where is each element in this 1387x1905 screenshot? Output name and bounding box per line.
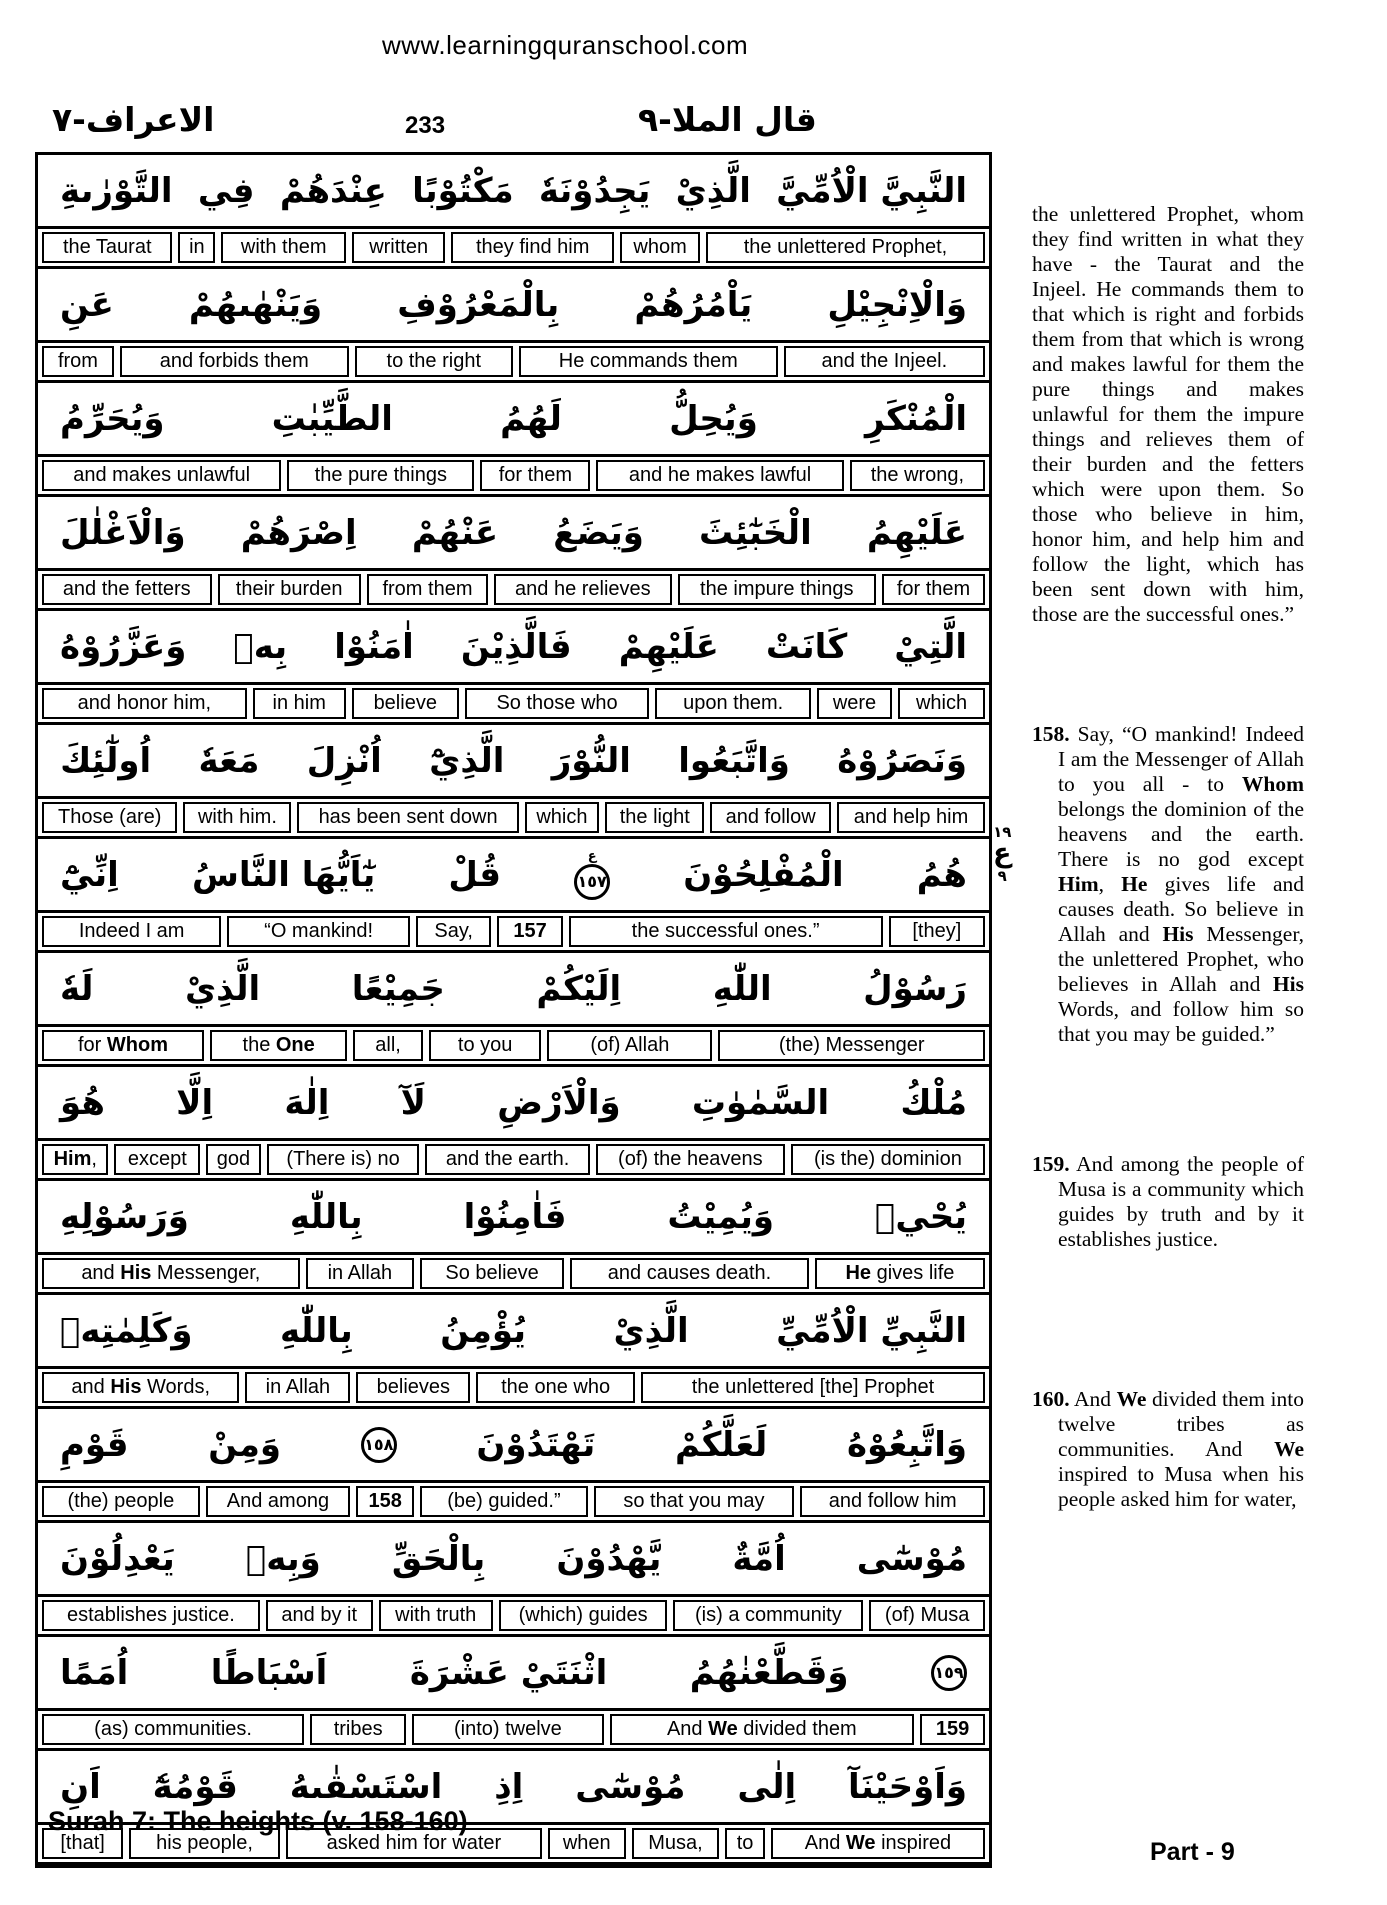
word-meaning-box: And We divided them xyxy=(610,1714,914,1745)
main-content xyxy=(35,152,1304,1868)
arabic-word: قُلْ xyxy=(448,854,502,895)
arabic-word: عَنْهُمْ xyxy=(411,512,499,553)
word-meaning-row xyxy=(38,454,989,497)
arabic-word: اِلَّا xyxy=(176,1082,214,1123)
ruku-number-bottom: ٩ xyxy=(997,867,1007,885)
arabic-word: وَنَصَرُوْهُ xyxy=(837,740,967,781)
word-meaning-box: Say, xyxy=(416,916,492,947)
arabic-word: الَّذِيْٓ xyxy=(429,740,505,781)
word-meaning-box: 157 xyxy=(497,916,562,947)
word-by-word-table xyxy=(35,152,992,1868)
arabic-word: اَنِ xyxy=(60,1766,101,1807)
word-meaning-box: their burden xyxy=(218,574,361,605)
word-meaning-box: [that] xyxy=(42,1828,123,1859)
word-meaning-row xyxy=(38,1252,989,1295)
arabic-word: فَاٰمِنُوْا xyxy=(463,1196,567,1237)
translation-paragraph-v159: 159. And among the people of Musa is a community which guides by truth and by it establishes justice. xyxy=(1032,1152,1304,1251)
verse-end-marker: ١٥٨ xyxy=(361,1427,397,1463)
arabic-word: بِالْمَعْرُوْفِ xyxy=(397,284,560,325)
arabic-word: النُّوْرَ xyxy=(551,740,631,781)
arabic-word: وَرَسُوْلِهِ xyxy=(60,1196,189,1237)
arabic-word: وَعَزَّرُوْهُ xyxy=(60,626,187,667)
surah-name-arabic: الاعراف-٧ xyxy=(52,100,215,139)
arabic-word: وَقَطَّعْنٰهُمُ xyxy=(689,1652,849,1693)
word-meaning-box: for them xyxy=(480,460,590,491)
word-meaning-box: believes xyxy=(356,1372,470,1403)
word-meaning-row xyxy=(38,340,989,383)
word-meaning-row xyxy=(38,1480,989,1523)
arabic-verse-row xyxy=(38,725,989,796)
arabic-word: لَعَلَّكُمْ xyxy=(675,1424,768,1465)
arabic-word: هُمُ xyxy=(916,854,967,895)
arabic-verse-row xyxy=(38,269,989,340)
arabic-word: السَّمٰوٰتِ xyxy=(691,1082,830,1123)
arabic-word: يٰٓاَيُّهَا النَّاسُ xyxy=(191,854,376,895)
word-meaning-box: and the fetters xyxy=(42,574,212,605)
arabic-verse-row xyxy=(38,1067,989,1138)
word-meaning-row xyxy=(38,1138,989,1181)
arabic-word: مُوْسٰٓى xyxy=(575,1766,686,1807)
arabic-word: اثْنَتَيْ عَشْرَةَ xyxy=(409,1652,608,1693)
arabic-word: وَالْاَغْلٰلَ xyxy=(60,512,186,553)
word-meaning-row xyxy=(38,1366,989,1409)
word-meaning-box: and he makes lawful xyxy=(596,460,843,491)
word-meaning-box: to the right xyxy=(355,346,513,377)
word-meaning-box: except xyxy=(114,1144,200,1175)
arabic-word: بِاللّٰهِ xyxy=(289,1196,363,1237)
word-meaning-box: and he relieves xyxy=(494,574,671,605)
arabic-word: الَّذِيْ xyxy=(184,968,261,1009)
arabic-word: اُمَمًا xyxy=(60,1652,129,1693)
part-number-label: Part - 9 xyxy=(1150,1838,1235,1866)
word-meaning-box: (the) people xyxy=(42,1486,200,1517)
arabic-word: عَلَيْهِمُ xyxy=(866,512,967,553)
arabic-word: بِهٖ xyxy=(233,626,288,667)
arabic-word: مُوْسٰٓى xyxy=(856,1538,967,1579)
word-meaning-box: (There is) no xyxy=(267,1144,420,1175)
word-meaning-box: Musa, xyxy=(632,1828,720,1859)
word-meaning-box: written xyxy=(352,232,445,263)
arabic-word: جَمِيْعًا xyxy=(351,968,445,1009)
verse-end-marker: ١٥٩ xyxy=(931,1655,967,1691)
word-meaning-box: and forbids them xyxy=(120,346,349,377)
arabic-word: اٰمَنُوْا xyxy=(334,626,414,667)
arabic-verse-row xyxy=(38,1181,989,1252)
word-meaning-box: and follow xyxy=(710,802,831,833)
word-meaning-box: from them xyxy=(367,574,488,605)
word-meaning-box: in Allah xyxy=(306,1258,414,1289)
arabic-word: وَاتَّبَعُوا xyxy=(678,740,790,781)
word-meaning-box: Those (are) xyxy=(42,802,177,833)
word-meaning-box: from xyxy=(42,346,114,377)
word-meaning-box: and makes unlawful xyxy=(42,460,281,491)
word-meaning-box: upon them. xyxy=(655,688,811,719)
translation-paragraph-v160: 160. And We divided them into twelve tribes as communities. And We inspired to Musa when his people asked him for water, xyxy=(1032,1387,1304,1511)
word-meaning-box: with truth xyxy=(379,1600,493,1631)
word-meaning-box: (be) guided.” xyxy=(420,1486,587,1517)
word-meaning-row xyxy=(38,796,989,839)
word-meaning-box: (of) Musa xyxy=(869,1600,985,1631)
word-meaning-box: establishes justice. xyxy=(42,1600,260,1631)
arabic-word: مُلْكُ xyxy=(900,1082,967,1123)
arabic-word: اِلَيْكُمْ xyxy=(536,968,622,1009)
word-meaning-box: So those who xyxy=(465,688,650,719)
word-meaning-box: (of) Allah xyxy=(547,1030,712,1061)
word-meaning-box: So believe xyxy=(420,1258,564,1289)
arabic-word: الطَّيِّبٰتِ xyxy=(271,398,393,439)
word-meaning-box: and follow him xyxy=(800,1486,985,1517)
word-meaning-box: which xyxy=(525,802,599,833)
word-meaning-box: Indeed I am xyxy=(42,916,221,947)
word-meaning-row xyxy=(38,682,989,725)
word-meaning-box: were xyxy=(817,688,892,719)
word-meaning-box: the successful ones.” xyxy=(569,916,883,947)
arabic-word: بِاللّٰهِ xyxy=(279,1310,353,1351)
arabic-word: فَالَّذِيْنَ xyxy=(460,626,572,667)
arabic-word: اُولٰٓئِكَ xyxy=(60,740,152,781)
page-number: 233 xyxy=(405,112,446,139)
arabic-word: التَّوْرٰىةِ xyxy=(60,170,173,211)
word-meaning-box: and honor him, xyxy=(42,688,247,719)
arabic-word: يَاْمُرُهُمْ xyxy=(634,284,753,325)
word-meaning-box: god xyxy=(206,1144,261,1175)
word-meaning-box: He gives life xyxy=(815,1258,985,1289)
word-meaning-box: they find him xyxy=(451,232,614,263)
word-meaning-box: tribes xyxy=(310,1714,406,1745)
arabic-word: الْمُفْلِحُوْنَ xyxy=(683,854,844,895)
word-meaning-box: And We inspired xyxy=(771,1828,985,1859)
word-meaning-box: 159 xyxy=(920,1714,985,1745)
arabic-word: لَآ xyxy=(400,1082,426,1123)
word-meaning-box: in Allah xyxy=(245,1372,350,1403)
word-meaning-box: the light xyxy=(605,802,704,833)
arabic-word: يَّهْدُوْنَ xyxy=(556,1538,662,1579)
arabic-word: اسْتَسْقٰىهُ xyxy=(289,1766,443,1807)
arabic-word: لَهٗ xyxy=(60,968,94,1009)
word-meaning-box: 158 xyxy=(356,1486,414,1517)
surah-footer-label: Surah 7: The heights (v. 158-160) xyxy=(48,1806,468,1836)
arabic-verse-row xyxy=(38,155,989,226)
word-meaning-box: and the earth. xyxy=(425,1144,589,1175)
arabic-word: اُنْزِلَ xyxy=(306,740,382,781)
translation-sidebar xyxy=(1032,152,1304,1512)
word-meaning-box: to xyxy=(725,1828,765,1859)
arabic-word: وَكَلِمٰتِهٖ xyxy=(60,1310,193,1351)
word-meaning-box: (is) a community xyxy=(673,1600,863,1631)
word-meaning-box: to you xyxy=(429,1030,542,1061)
arabic-word: اِصْرَهُمْ xyxy=(240,512,357,553)
word-meaning-box: the pure things xyxy=(287,460,474,491)
word-meaning-box: [they] xyxy=(889,916,985,947)
juz-name-arabic: قال الملا-٩ xyxy=(638,100,817,139)
word-meaning-box: in xyxy=(178,232,215,263)
word-meaning-box: has been sent down xyxy=(297,802,518,833)
arabic-word: مَعَهٗ xyxy=(198,740,260,781)
arabic-word: بِالْحَقِّ xyxy=(391,1538,486,1579)
arabic-word: اِلٰهَ xyxy=(284,1082,330,1123)
arabic-word: تَهْتَدُوْنَ xyxy=(476,1424,596,1465)
word-meaning-box: (of) the heavens xyxy=(596,1144,785,1175)
arabic-word: وَيَضَعُ xyxy=(553,512,644,553)
word-meaning-box: when xyxy=(548,1828,626,1859)
word-meaning-box: “O mankind! xyxy=(227,916,410,947)
arabic-word: اُمَّةٌ xyxy=(732,1538,786,1579)
arabic-word: الَّذِيْ xyxy=(675,170,751,211)
word-meaning-box: the impure things xyxy=(678,574,876,605)
word-meaning-row xyxy=(38,568,989,611)
word-meaning-row xyxy=(38,1594,989,1637)
arabic-word: اِذِ xyxy=(494,1766,524,1807)
word-meaning-row xyxy=(38,1024,989,1067)
gutter xyxy=(992,152,1032,1868)
word-meaning-box: the Taurat xyxy=(42,232,172,263)
arabic-word: عَلَيْهِمْ xyxy=(618,626,719,667)
word-meaning-box: asked him for water xyxy=(286,1828,542,1859)
word-meaning-box: believe xyxy=(352,688,459,719)
arabic-verse-row xyxy=(38,839,989,910)
word-meaning-box: the one who xyxy=(476,1372,635,1403)
word-meaning-box: and His Messenger, xyxy=(42,1258,300,1289)
arabic-verse-row xyxy=(38,383,989,454)
arabic-word: لَهُمُ xyxy=(500,398,562,439)
arabic-word: اللّٰهِ xyxy=(712,968,772,1009)
word-meaning-box: whom xyxy=(620,232,700,263)
arabic-verse-row xyxy=(38,497,989,568)
word-meaning-box: the wrong, xyxy=(850,460,985,491)
ruku-marker xyxy=(993,824,1011,884)
arabic-word: وَيُحَرِّمُ xyxy=(60,398,165,439)
arabic-verse-row xyxy=(38,1295,989,1366)
arabic-word: وَالْاَرْضِ xyxy=(497,1082,621,1123)
arabic-word: قَوْمِ xyxy=(60,1424,129,1465)
site-url: www.learningquranschool.com xyxy=(382,30,749,60)
ruku-number-top: ١٩ xyxy=(993,823,1012,841)
word-meaning-box: (into) twelve xyxy=(412,1714,603,1745)
arabic-word: الْخَبٰٓئِثَ xyxy=(699,512,812,553)
arabic-word: قَوْمُهٗٓ xyxy=(152,1766,238,1807)
word-meaning-box: And among xyxy=(206,1486,351,1517)
arabic-word: هُوَ xyxy=(60,1082,105,1123)
arabic-word: عَنِ xyxy=(60,284,114,325)
word-meaning-box: and causes death. xyxy=(570,1258,809,1289)
arabic-word: وَيُمِيْتُ xyxy=(667,1196,774,1237)
arabic-word: الَّتِيْ xyxy=(894,626,967,667)
arabic-word: يُحْيٖ xyxy=(874,1196,967,1237)
arabic-word: يَجِدُوْنَهٗ xyxy=(538,170,651,211)
word-meaning-box: with him. xyxy=(183,802,291,833)
word-meaning-box: the unlettered Prophet, xyxy=(706,232,985,263)
word-meaning-box: for Whom xyxy=(42,1030,204,1061)
arabic-word: الَّذِيْ xyxy=(613,1310,689,1351)
word-meaning-box: (as) communities. xyxy=(42,1714,304,1745)
word-meaning-row xyxy=(38,1708,989,1751)
arabic-word: وَيُحِلُّ xyxy=(669,398,758,439)
word-meaning-box: and help him xyxy=(837,802,985,833)
word-meaning-box: and His Words, xyxy=(42,1372,239,1403)
arabic-word: يُؤْمِنُ xyxy=(440,1310,526,1351)
arabic-word: الْمُنْكَرِ xyxy=(864,398,967,439)
verse-end-marker: ع ١٥٧ xyxy=(574,850,610,900)
word-meaning-row xyxy=(38,226,989,269)
word-meaning-box: the One xyxy=(210,1030,347,1061)
word-meaning-box: in him xyxy=(253,688,346,719)
arabic-verse-row xyxy=(38,1523,989,1594)
arabic-word: وَالْاِنْجِيْلِ xyxy=(827,284,967,325)
arabic-verse-row xyxy=(38,611,989,682)
word-meaning-box: the unlettered [the] Prophet xyxy=(641,1372,985,1403)
arabic-word: عِنْدَهُمْ xyxy=(279,170,387,211)
word-meaning-box: for them xyxy=(882,574,985,605)
word-meaning-box: his people, xyxy=(129,1828,280,1859)
word-meaning-box: He commands them xyxy=(519,346,778,377)
arabic-word: اَسْبَاطًا xyxy=(210,1652,328,1693)
word-meaning-box: and by it xyxy=(266,1600,373,1631)
arabic-word: وَمِنْ xyxy=(208,1424,281,1465)
arabic-word: النَّبِيِّ الْاُمِّيِّ xyxy=(776,1310,967,1351)
arabic-verse-row xyxy=(38,1637,989,1708)
arabic-word: فِي xyxy=(197,170,255,211)
word-meaning-box: with them xyxy=(221,232,346,263)
word-meaning-row xyxy=(38,910,989,953)
word-meaning-box: and the Injeel. xyxy=(784,346,985,377)
word-meaning-box: (the) Messenger xyxy=(718,1030,985,1061)
arabic-word: وَاَوْحَيْنَآ xyxy=(848,1766,967,1807)
word-meaning-box: which xyxy=(898,688,985,719)
word-meaning-box: (is the) dominion xyxy=(791,1144,985,1175)
arabic-word: اِنِّيْٓ xyxy=(60,854,119,895)
arabic-word: وَيَنْهٰىهُمْ xyxy=(188,284,323,325)
arabic-verse-row xyxy=(38,1409,989,1480)
arabic-word: رَسُوْلُ xyxy=(863,968,967,1009)
arabic-verse-row xyxy=(38,953,989,1024)
arabic-word: مَكْتُوْبًا xyxy=(412,170,514,211)
ruku-ain-glyph: ع xyxy=(993,838,1012,869)
arabic-word: النَّبِيَّ الْاُمِّيَّ xyxy=(776,170,967,211)
arabic-word: كَانَتْ xyxy=(765,626,848,667)
arabic-word: يَعْدِلُوْنَ xyxy=(60,1538,175,1579)
arabic-word: وَبِهٖ xyxy=(245,1538,321,1579)
word-meaning-box: so that you may xyxy=(594,1486,795,1517)
word-meaning-box: (which) guides xyxy=(499,1600,668,1631)
translation-paragraph-v158: 158. Say, “O mankind! Indeed I am the Messenger of Allah to you all - to Whom belongs the dominion of the heavens and the earth. There is no god except Him, He gives life and causes death. So believe in Allah and His Messenger, the unlettered Prophet, who believes in Allah and His Words, and follow him so that you may be guided.” xyxy=(1032,722,1305,1046)
arabic-word: اِلٰى xyxy=(737,1766,797,1807)
word-meaning-box: Him, xyxy=(42,1144,108,1175)
arabic-word: وَاتَّبِعُوْهُ xyxy=(846,1424,967,1465)
word-meaning-box: all, xyxy=(353,1030,423,1061)
translation-paragraph-v157: the unlettered Prophet, whom they find written in what they have - the Taurat and the Injeel. He commands them to that which is right and forbids them from that which is wrong and makes lawful for them the pure things and makes unlawful for them the impure things and relieves them of their burden and the fetters which were upon them. So those who believe in him, honor him, and help him and follow the light, which has been sent down with him, those are the successful ones.” xyxy=(1032,202,1304,626)
